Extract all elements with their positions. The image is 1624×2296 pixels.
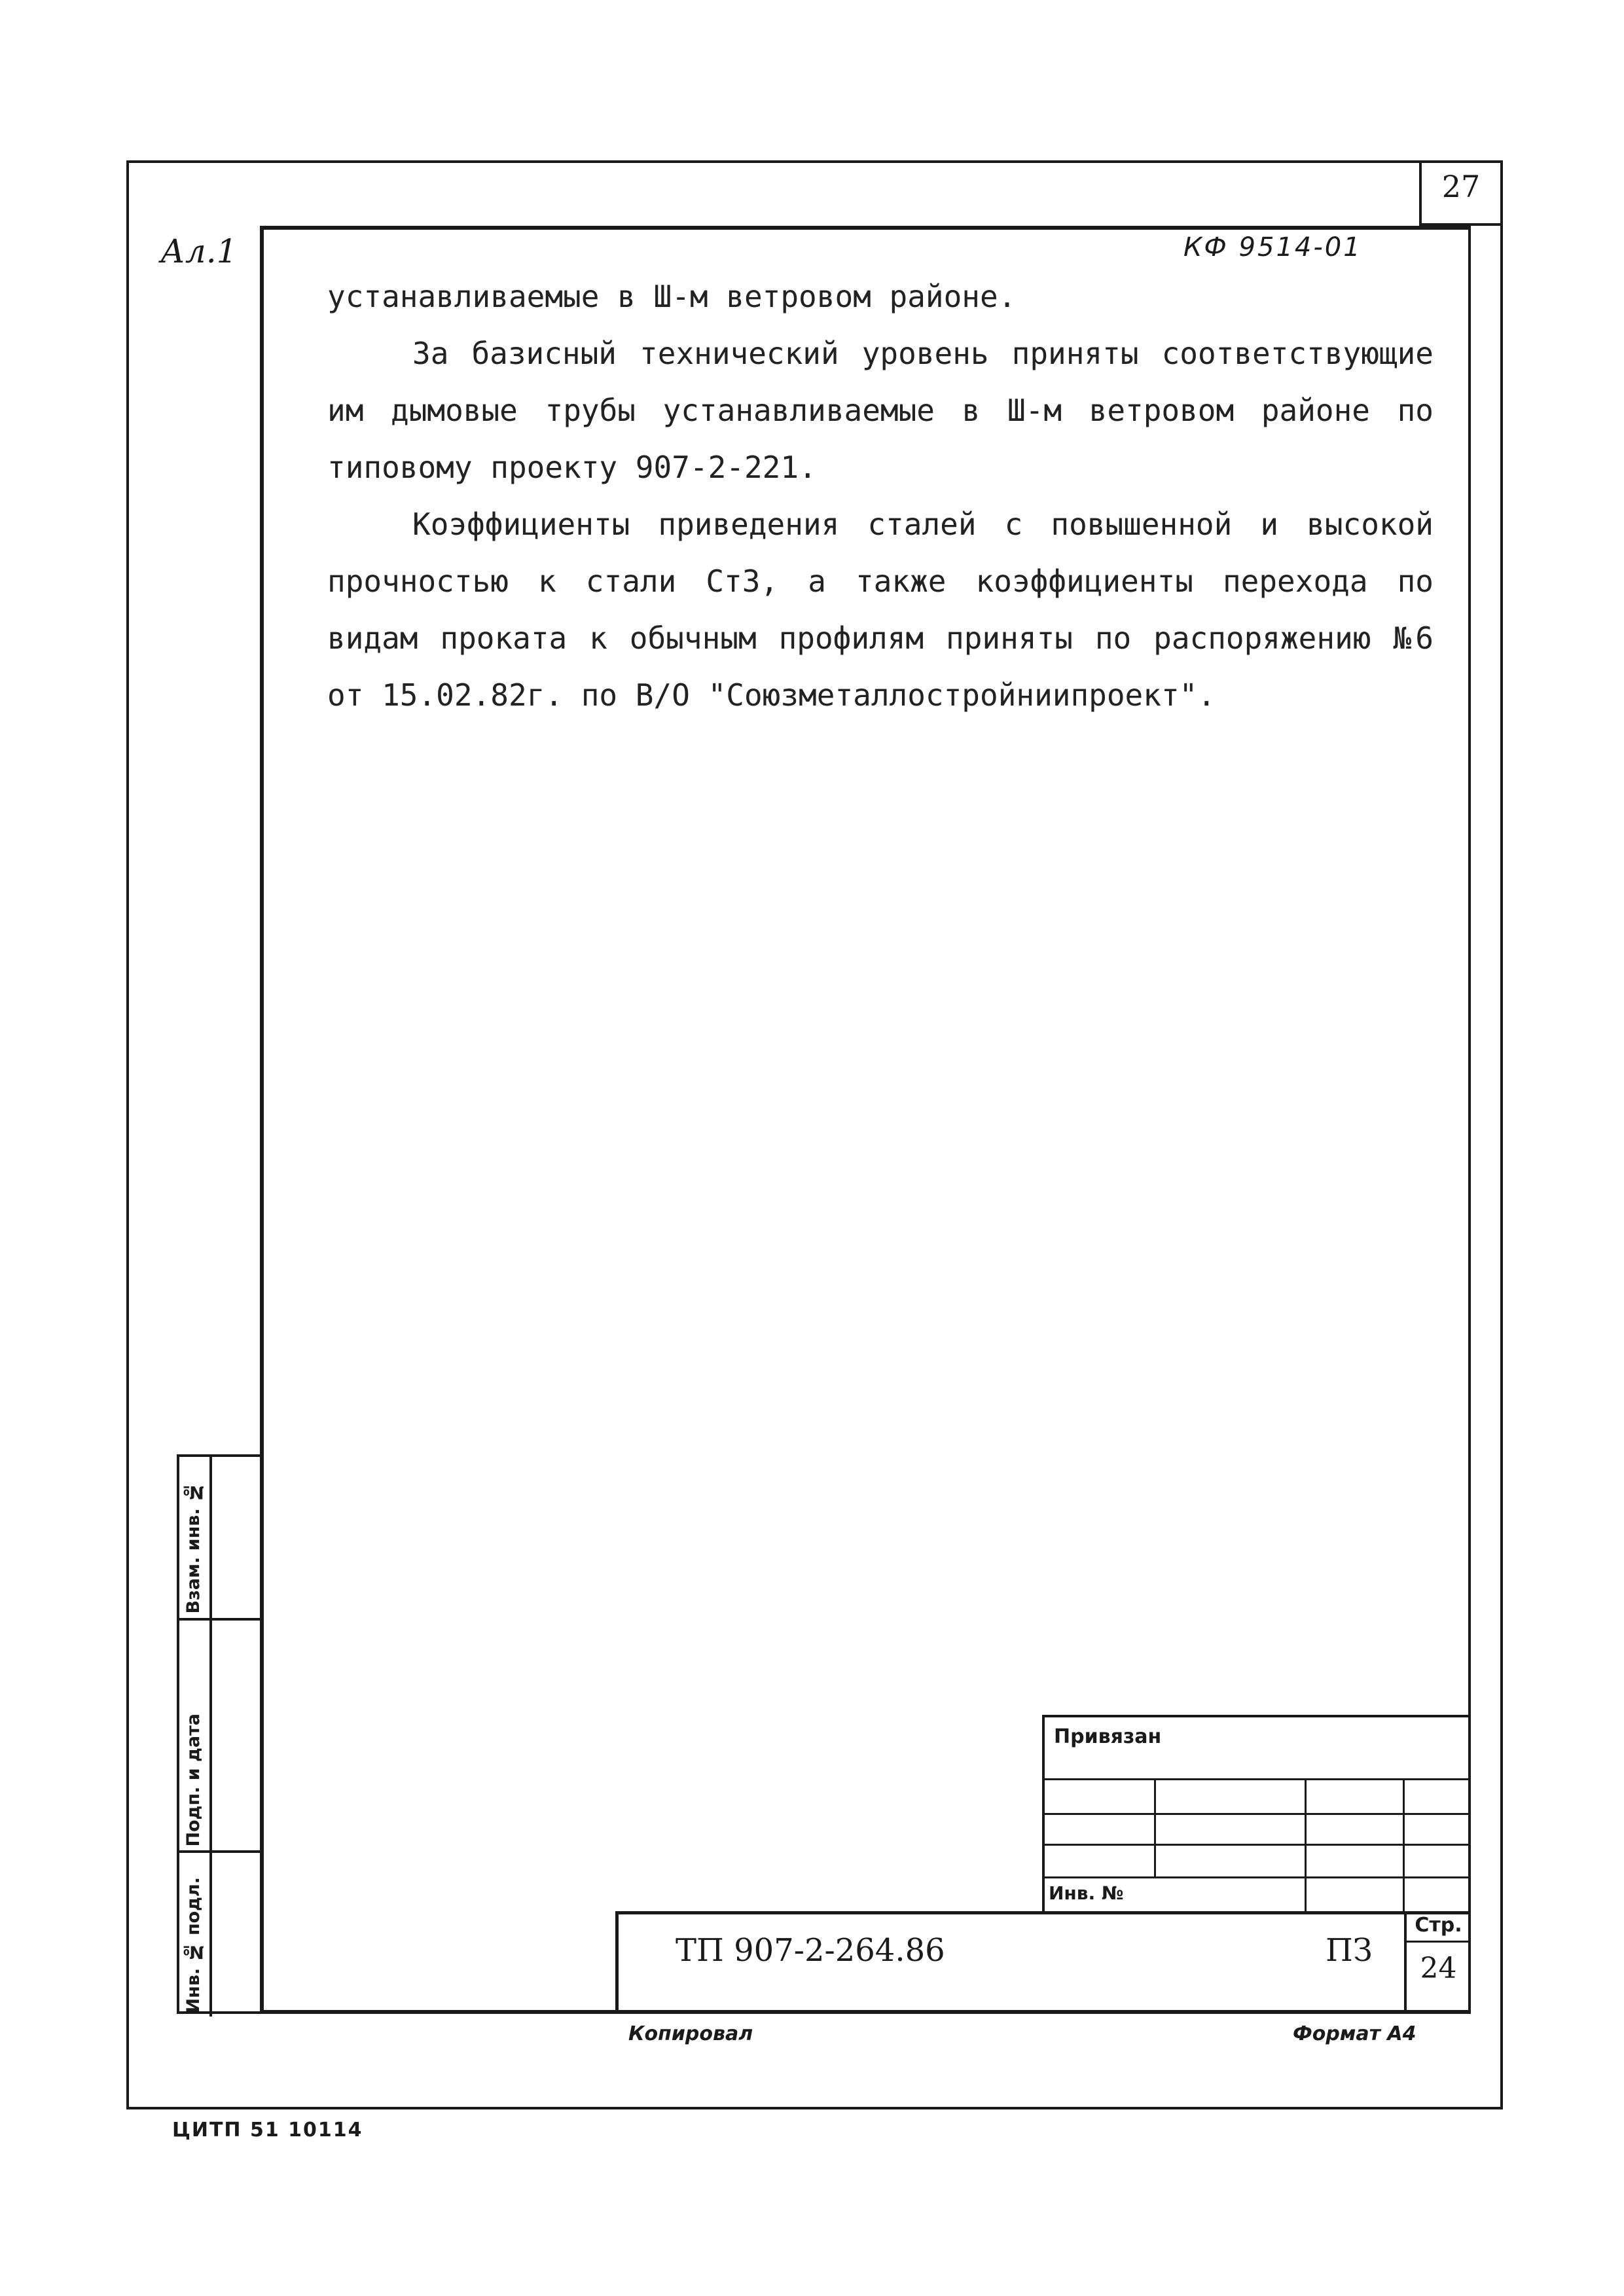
page-label: Стр. <box>1415 1914 1462 1937</box>
grid-line <box>1042 1844 1471 1846</box>
paragraph-3: Коэффициенты приведения сталей с повышенной и высокой прочностью к стали Ст3, а также коэффициенты перехода по видам проката к обычным профилям приняты по распоряжению №6 от 15.02.82г. по В/О "Союзметаллостройниипроект". <box>327 507 1434 713</box>
doc-code: КФ 9514-01 <box>1183 232 1362 262</box>
format-label: Формат А4 <box>1293 2022 1416 2045</box>
copied-label: Копировал <box>628 2022 753 2045</box>
project-code: ТП 907-2-264.86 <box>676 1932 945 1969</box>
paragraph-2: За базисный технический уровень приняты соответствующие им дымовые трубы устанавливаемые в Ш-м ветровом районе по типовому проекту 907-2-221. <box>327 336 1434 485</box>
side-row-zam-inv <box>179 1457 260 1621</box>
side-label-zam-inv: Взам. инв. № <box>183 1482 204 1614</box>
grid-line <box>1042 1778 1471 1780</box>
grid-line <box>1403 1778 1405 1911</box>
side-row-podp-data <box>179 1621 260 1853</box>
paragraph-1: устанавливаемые в Ш-м ветровом районе. <box>327 279 1017 314</box>
printer-mark: ЦИТП 51 10114 <box>172 2119 363 2142</box>
sheet-mark: Ал.1 <box>160 232 238 270</box>
side-row-inv-podl <box>179 1853 260 2017</box>
body-text <box>327 268 1434 724</box>
grid-line <box>1042 1876 1471 1878</box>
grid-line <box>1305 1778 1307 1911</box>
page-value: 24 <box>1420 1952 1457 1985</box>
inv-number-label: Инв. № <box>1049 1882 1124 1904</box>
grid-line <box>1042 1813 1471 1815</box>
binding-label: Привязан <box>1054 1725 1162 1748</box>
side-label-inv-podl: Инв. № подл. <box>183 1876 204 2013</box>
grid-line <box>1404 1941 1471 1943</box>
sheet-type: ПЗ <box>1326 1932 1373 1969</box>
page-number: 27 <box>1441 169 1481 204</box>
side-label-podp-data: Подп. и дата <box>183 1713 204 1846</box>
side-stamp <box>177 1454 260 2014</box>
grid-line <box>1154 1778 1156 1876</box>
